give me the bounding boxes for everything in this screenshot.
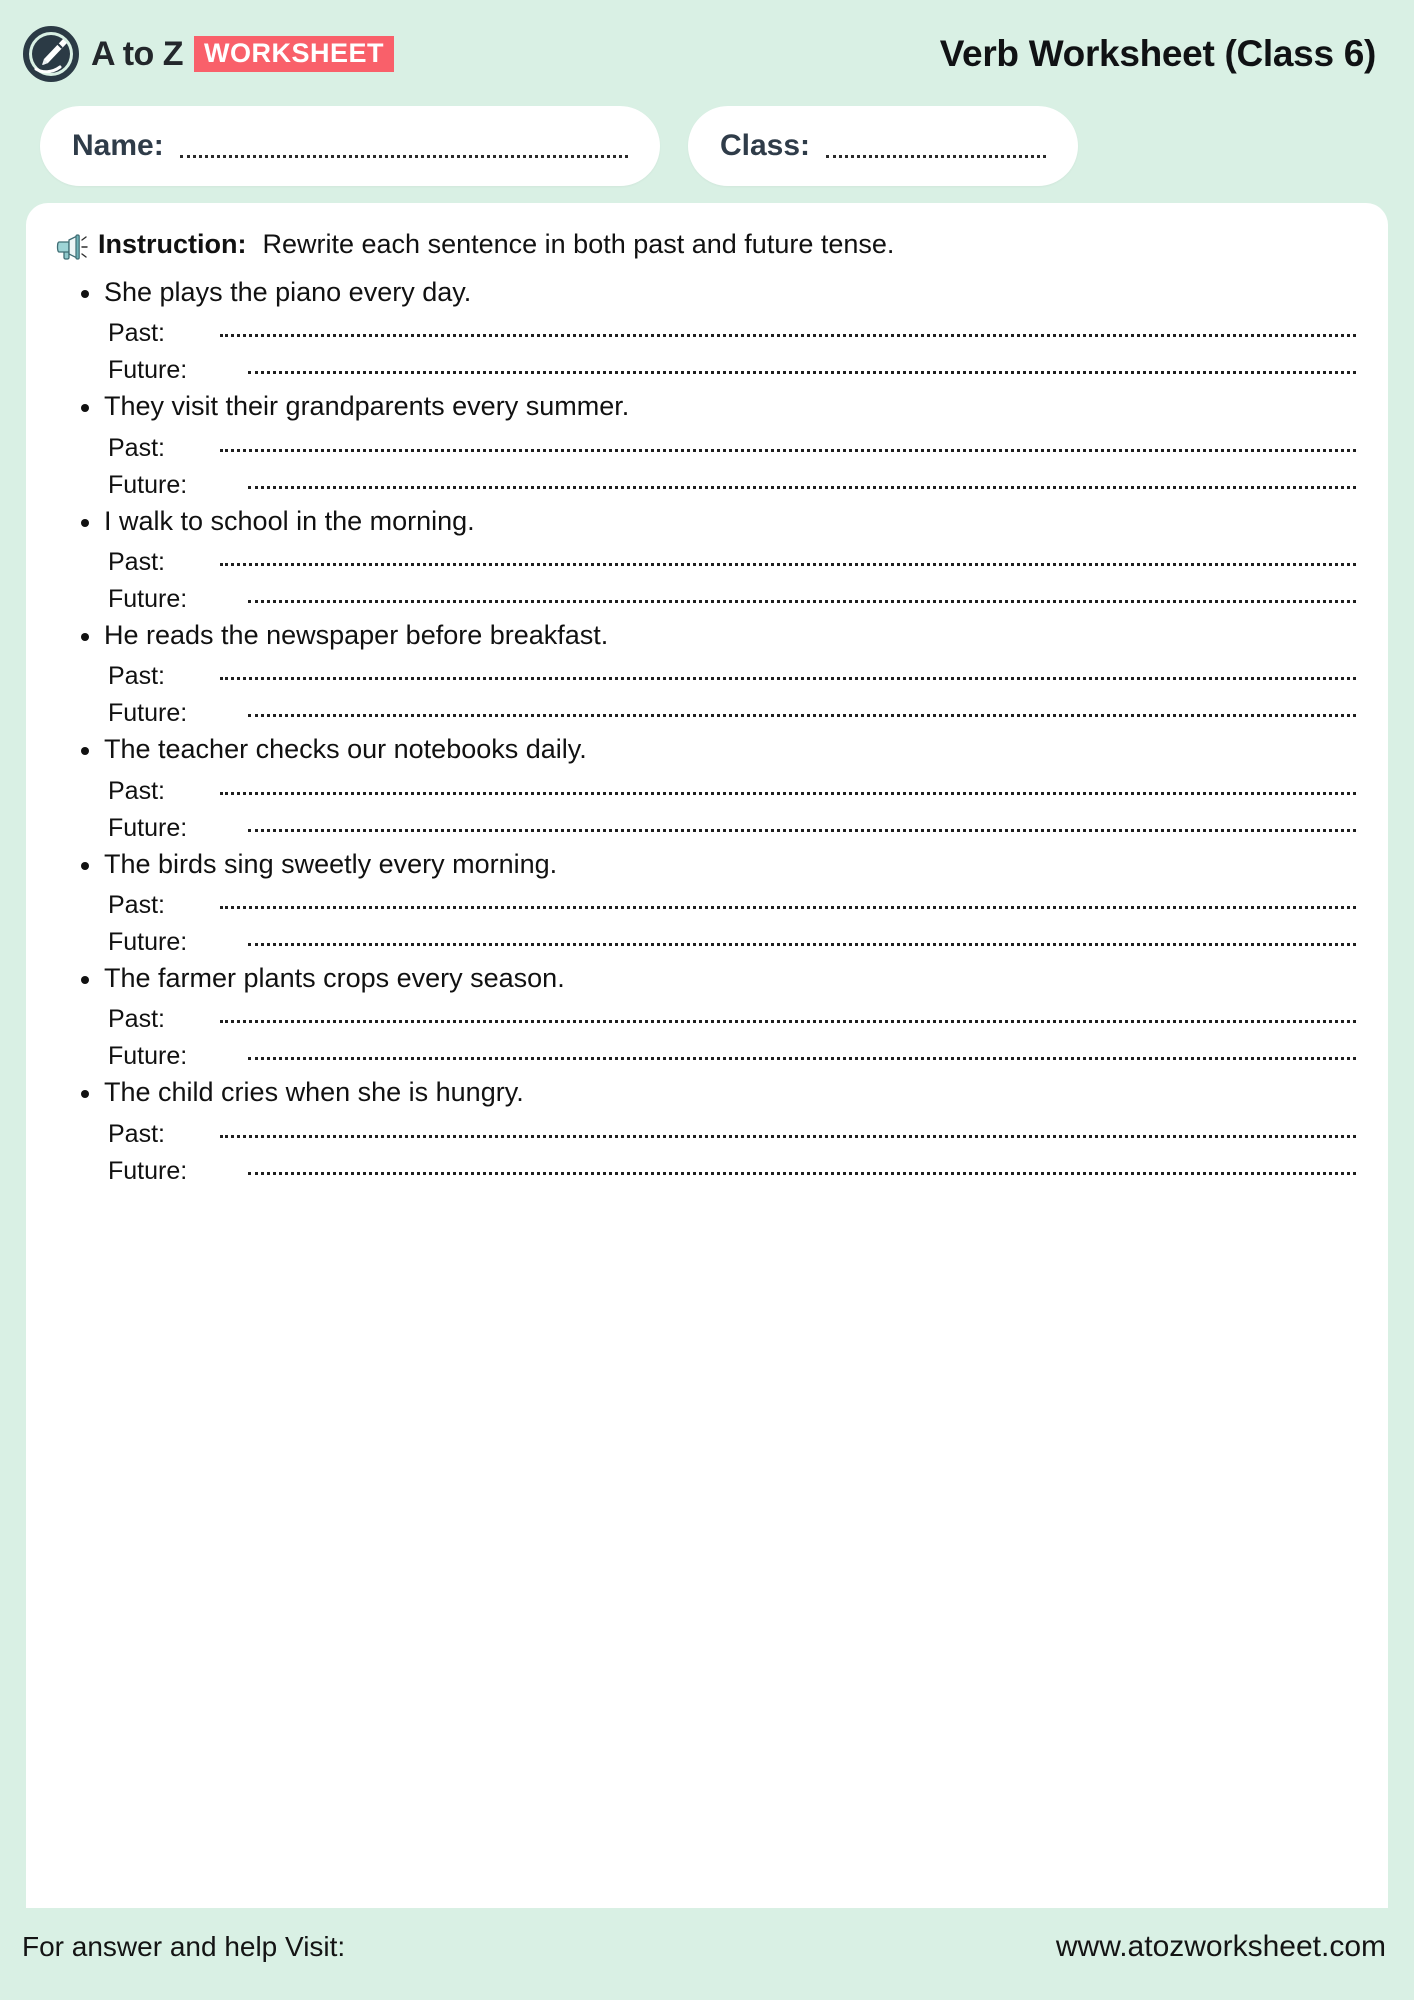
question-sentence: They visit their grandparents every summer. <box>56 387 1358 425</box>
past-label: Past: <box>108 547 165 576</box>
past-answer-line[interactable] <box>220 906 1356 909</box>
question-sentence: The child cries when she is hungry. <box>56 1073 1358 1111</box>
megaphone-icon <box>56 231 88 263</box>
past-answer-row[interactable] <box>56 548 1358 577</box>
past-answer-line[interactable] <box>220 677 1356 680</box>
future-answer-line[interactable] <box>248 829 1356 832</box>
future-label: Future: <box>108 699 188 728</box>
question-item-5 <box>56 730 1358 842</box>
instruction-row <box>56 229 1358 263</box>
name-input-line[interactable] <box>180 155 628 158</box>
past-label: Past: <box>108 776 165 805</box>
question-sentence: She plays the piano every day. <box>56 273 1358 311</box>
question-sentence: The teacher checks our notebooks daily. <box>56 730 1358 768</box>
page-header <box>0 0 1414 108</box>
future-answer-line[interactable] <box>248 943 1356 946</box>
question-sentence: The birds sing sweetly every morning. <box>56 845 1358 883</box>
past-label: Past: <box>108 890 165 919</box>
past-label: Past: <box>108 433 165 462</box>
question-item-8 <box>56 1073 1358 1185</box>
brand-logo <box>22 25 394 83</box>
past-answer-row[interactable] <box>56 777 1358 806</box>
past-answer-line[interactable] <box>220 792 1356 795</box>
past-label: Past: <box>108 1005 165 1034</box>
name-label: Name: <box>72 129 164 162</box>
future-label: Future: <box>108 470 188 499</box>
future-answer-row[interactable] <box>56 356 1358 385</box>
question-sentence: The farmer plants crops every season. <box>56 959 1358 997</box>
future-answer-row[interactable] <box>56 585 1358 614</box>
class-input-line[interactable] <box>826 155 1046 158</box>
future-answer-row[interactable] <box>56 928 1358 957</box>
name-field[interactable] <box>40 106 660 186</box>
class-field[interactable] <box>688 106 1078 186</box>
past-answer-row[interactable] <box>56 1005 1358 1034</box>
question-sentence: He reads the newspaper before breakfast. <box>56 616 1358 654</box>
past-answer-row[interactable] <box>56 891 1358 920</box>
future-label: Future: <box>108 356 188 385</box>
worksheet-card <box>26 203 1388 1978</box>
question-item-4 <box>56 616 1358 728</box>
future-answer-line[interactable] <box>248 1172 1356 1175</box>
future-answer-line[interactable] <box>248 486 1356 489</box>
past-answer-line[interactable] <box>220 334 1356 337</box>
future-answer-line[interactable] <box>248 714 1356 717</box>
question-item-1 <box>56 273 1358 385</box>
past-answer-row[interactable] <box>56 1120 1358 1149</box>
footer-website-link[interactable]: www.atozworksheet.com <box>1055 1930 1386 1963</box>
future-label: Future: <box>108 584 188 613</box>
past-label: Past: <box>108 662 165 691</box>
past-answer-row[interactable] <box>56 434 1358 463</box>
past-answer-line[interactable] <box>220 449 1356 452</box>
past-answer-line[interactable] <box>220 1135 1356 1138</box>
future-answer-row[interactable] <box>56 699 1358 728</box>
question-item-7 <box>56 959 1358 1071</box>
future-label: Future: <box>108 927 188 956</box>
question-sentence: I walk to school in the morning. <box>56 502 1358 540</box>
past-answer-row[interactable] <box>56 319 1358 348</box>
past-answer-line[interactable] <box>220 563 1356 566</box>
past-label: Past: <box>108 1119 165 1148</box>
future-answer-row[interactable] <box>56 471 1358 500</box>
footer-help-text: For answer and help Visit: <box>22 1931 346 1962</box>
brand-name: A to Z <box>91 34 184 73</box>
student-info-row <box>0 106 1414 186</box>
question-item-6 <box>56 845 1358 957</box>
future-answer-line[interactable] <box>248 371 1356 374</box>
future-answer-row[interactable] <box>56 814 1358 843</box>
future-answer-line[interactable] <box>248 1057 1356 1060</box>
future-answer-line[interactable] <box>248 600 1356 603</box>
question-list <box>56 273 1358 1186</box>
future-label: Future: <box>108 1042 188 1071</box>
class-label: Class: <box>720 129 811 162</box>
instruction-text: Rewrite each sentence in both past and future tense. <box>262 229 895 259</box>
past-answer-line[interactable] <box>220 1020 1356 1023</box>
future-answer-row[interactable] <box>56 1042 1358 1071</box>
instruction-label: Instruction: <box>98 229 247 259</box>
past-answer-row[interactable] <box>56 662 1358 691</box>
past-label: Past: <box>108 319 165 348</box>
question-item-3 <box>56 502 1358 614</box>
pen-circle-icon <box>22 25 80 83</box>
future-label: Future: <box>108 813 188 842</box>
page-footer <box>0 1908 1414 2000</box>
future-answer-row[interactable] <box>56 1157 1358 1186</box>
page-title: Verb Worksheet (Class 6) <box>939 33 1376 74</box>
brand-tag: WORKSHEET <box>194 36 394 71</box>
future-label: Future: <box>108 1156 188 1185</box>
question-item-2 <box>56 387 1358 499</box>
